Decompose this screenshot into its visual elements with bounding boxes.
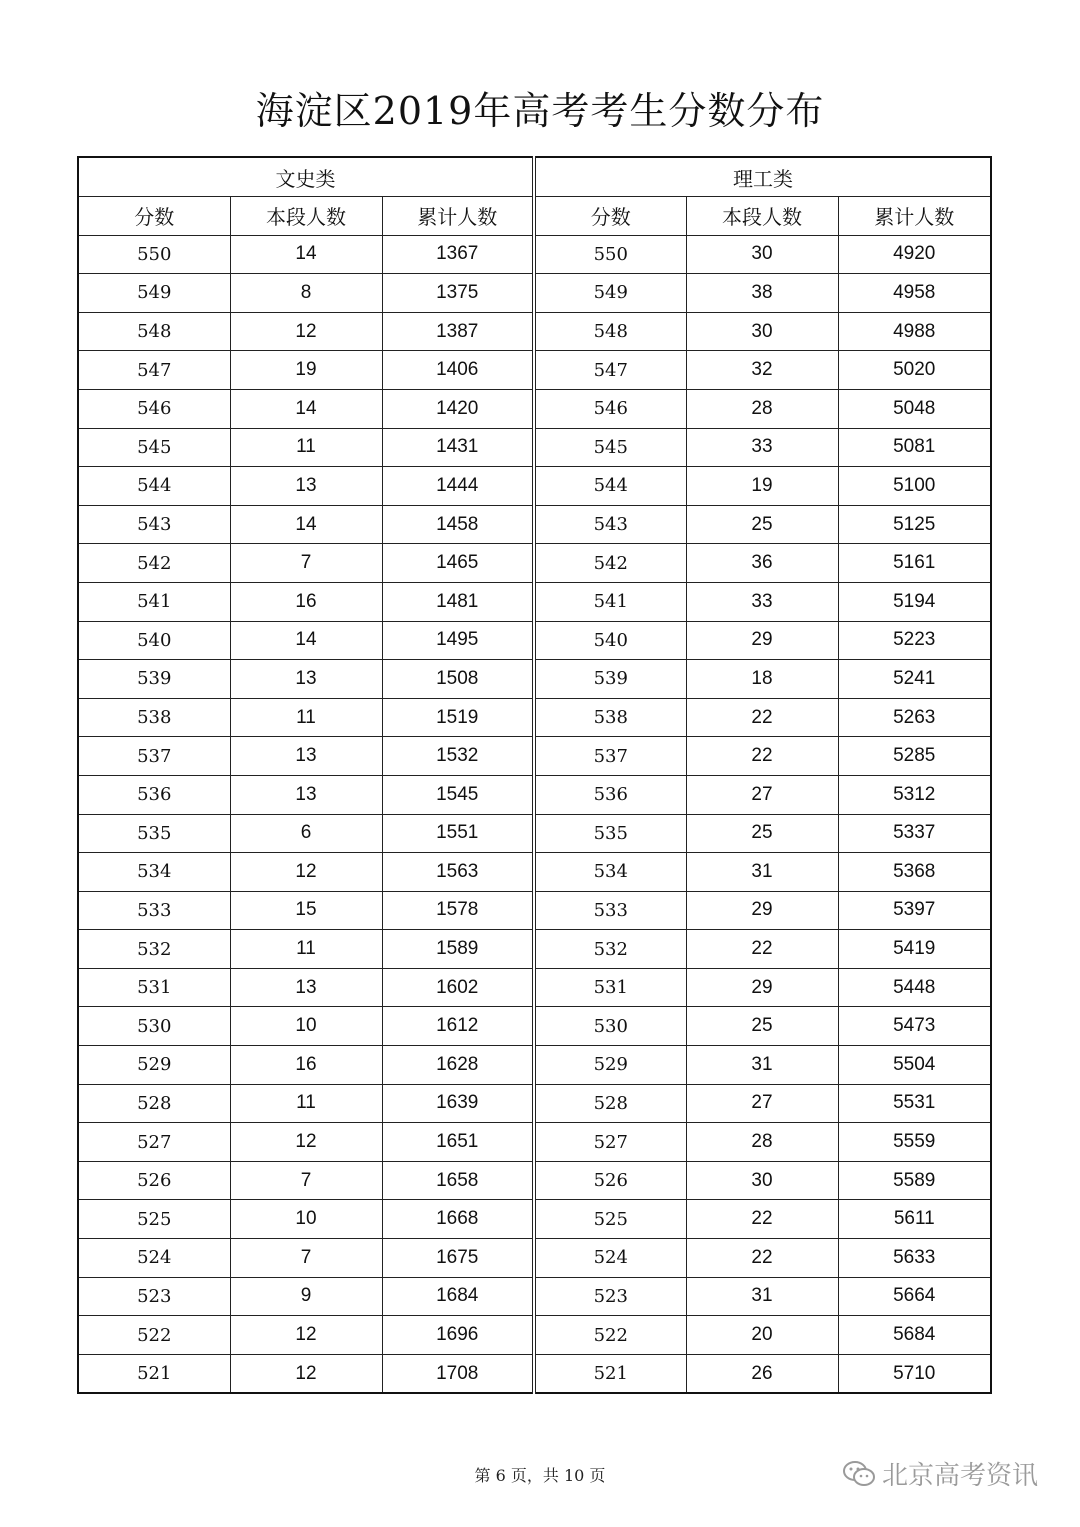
score-cell: 523 [534, 1277, 686, 1316]
table-row [78, 698, 991, 737]
cumulative-count-cell: 5448 [838, 968, 991, 1007]
segment-count-cell: 30 [686, 235, 838, 274]
score-cell: 529 [78, 1046, 230, 1085]
segment-count-cell: 8 [230, 274, 382, 313]
cumulative-count-cell: 1532 [382, 737, 534, 776]
segment-count-cell: 18 [686, 660, 838, 699]
score-cell: 539 [534, 660, 686, 699]
cumulative-count-cell: 5285 [838, 737, 991, 776]
table-row [78, 968, 991, 1007]
group-header-liberal-arts: 文史类 [78, 157, 534, 197]
cumulative-count-cell: 1628 [382, 1046, 534, 1085]
score-cell: 541 [78, 582, 230, 621]
segment-count-cell: 27 [686, 775, 838, 814]
segment-count-cell: 12 [230, 1354, 382, 1393]
segment-count-cell: 6 [230, 814, 382, 853]
segment-count-cell: 7 [230, 1161, 382, 1200]
score-cell: 522 [534, 1316, 686, 1355]
segment-count-cell: 33 [686, 582, 838, 621]
cumulative-count-cell: 4958 [838, 274, 991, 313]
score-cell: 538 [78, 698, 230, 737]
cumulative-count-cell: 5048 [838, 389, 991, 428]
cumulative-count-cell: 1578 [382, 891, 534, 930]
segment-count-cell: 7 [230, 1239, 382, 1278]
score-cell: 545 [78, 428, 230, 467]
score-cell: 550 [534, 235, 686, 274]
table-row [78, 1123, 991, 1162]
segment-count-cell: 12 [230, 853, 382, 892]
score-cell: 535 [78, 814, 230, 853]
cumulative-count-cell: 5684 [838, 1316, 991, 1355]
segment-count-cell: 25 [686, 505, 838, 544]
table-row [78, 389, 991, 428]
table-row [78, 274, 991, 313]
table-row [78, 814, 991, 853]
cumulative-count-cell: 5081 [838, 428, 991, 467]
score-cell: 525 [78, 1200, 230, 1239]
cumulative-count-cell: 5100 [838, 467, 991, 506]
score-cell: 542 [78, 544, 230, 583]
score-cell: 534 [78, 853, 230, 892]
segment-count-cell: 14 [230, 235, 382, 274]
segment-count-cell: 11 [230, 930, 382, 969]
score-cell: 524 [78, 1239, 230, 1278]
segment-count-cell: 12 [230, 1316, 382, 1355]
cumulative-count-cell: 1495 [382, 621, 534, 660]
segment-count-cell: 11 [230, 698, 382, 737]
table-row [78, 1084, 991, 1123]
score-cell: 521 [534, 1354, 686, 1393]
segment-count-cell: 12 [230, 1123, 382, 1162]
cumulative-count-cell: 5633 [838, 1239, 991, 1278]
cumulative-count-cell: 1612 [382, 1007, 534, 1046]
column-header-score: 分数 [78, 197, 230, 236]
cumulative-count-cell: 1465 [382, 544, 534, 583]
segment-count-cell: 31 [686, 1046, 838, 1085]
cumulative-count-cell: 1406 [382, 351, 534, 390]
score-cell: 526 [534, 1161, 686, 1200]
segment-count-cell: 12 [230, 312, 382, 351]
segment-count-cell: 38 [686, 274, 838, 313]
table-row [78, 621, 991, 660]
segment-count-cell: 11 [230, 428, 382, 467]
cumulative-count-cell: 5263 [838, 698, 991, 737]
table-row [78, 467, 991, 506]
wechat-icon [842, 1460, 876, 1488]
cumulative-count-cell: 5194 [838, 582, 991, 621]
score-cell: 549 [78, 274, 230, 313]
score-cell: 546 [78, 389, 230, 428]
segment-count-cell: 29 [686, 891, 838, 930]
score-cell: 532 [534, 930, 686, 969]
score-cell: 544 [78, 467, 230, 506]
table-row [78, 351, 991, 390]
group-header-science: 理工类 [534, 157, 991, 197]
table-row [78, 1354, 991, 1393]
cumulative-count-cell: 1545 [382, 775, 534, 814]
segment-count-cell: 13 [230, 467, 382, 506]
segment-count-cell: 22 [686, 698, 838, 737]
segment-count-cell: 11 [230, 1084, 382, 1123]
score-cell: 532 [78, 930, 230, 969]
segment-count-cell: 25 [686, 814, 838, 853]
column-header-cumulative-count: 累计人数 [382, 197, 534, 236]
table-row [78, 1239, 991, 1278]
cumulative-count-cell: 5611 [838, 1200, 991, 1239]
segment-count-cell: 13 [230, 968, 382, 1007]
segment-count-cell: 27 [686, 1084, 838, 1123]
cumulative-count-cell: 1431 [382, 428, 534, 467]
table-row [78, 312, 991, 351]
score-cell: 525 [534, 1200, 686, 1239]
cumulative-count-cell: 1668 [382, 1200, 534, 1239]
score-cell: 533 [534, 891, 686, 930]
cumulative-count-cell: 1551 [382, 814, 534, 853]
cumulative-count-cell: 5531 [838, 1084, 991, 1123]
segment-count-cell: 22 [686, 1239, 838, 1278]
segment-count-cell: 10 [230, 1007, 382, 1046]
score-cell: 545 [534, 428, 686, 467]
score-cell: 537 [78, 737, 230, 776]
cumulative-count-cell: 1589 [382, 930, 534, 969]
score-cell: 547 [78, 351, 230, 390]
segment-count-cell: 13 [230, 737, 382, 776]
table-row [78, 737, 991, 776]
score-cell: 548 [78, 312, 230, 351]
cumulative-count-cell: 5241 [838, 660, 991, 699]
cumulative-count-cell: 5337 [838, 814, 991, 853]
watermark-text: 北京高考资讯 [882, 1461, 1039, 1491]
column-header-segment-count: 本段人数 [686, 197, 838, 236]
segment-count-cell: 19 [686, 467, 838, 506]
table-row [78, 1316, 991, 1355]
cumulative-count-cell: 1675 [382, 1239, 534, 1278]
segment-count-cell: 22 [686, 737, 838, 776]
score-cell: 549 [534, 274, 686, 313]
cumulative-count-cell: 1684 [382, 1277, 534, 1316]
column-header-segment-count: 本段人数 [230, 197, 382, 236]
segment-count-cell: 25 [686, 1007, 838, 1046]
score-cell: 542 [534, 544, 686, 583]
score-cell: 543 [534, 505, 686, 544]
cumulative-count-cell: 1420 [382, 389, 534, 428]
cumulative-count-cell: 5710 [838, 1354, 991, 1393]
cumulative-count-cell: 1602 [382, 968, 534, 1007]
cumulative-count-cell: 5125 [838, 505, 991, 544]
score-cell: 533 [78, 891, 230, 930]
cumulative-count-cell: 1444 [382, 467, 534, 506]
score-cell: 523 [78, 1277, 230, 1316]
cumulative-count-cell: 1367 [382, 235, 534, 274]
score-cell: 521 [78, 1354, 230, 1393]
table-row [78, 505, 991, 544]
table-row [78, 1007, 991, 1046]
score-cell: 546 [534, 389, 686, 428]
segment-count-cell: 22 [686, 930, 838, 969]
segment-count-cell: 16 [230, 1046, 382, 1085]
score-cell: 528 [534, 1084, 686, 1123]
cumulative-count-cell: 1563 [382, 853, 534, 892]
score-cell: 544 [534, 467, 686, 506]
cumulative-count-cell: 5419 [838, 930, 991, 969]
cumulative-count-cell: 5473 [838, 1007, 991, 1046]
table-row [78, 1161, 991, 1200]
score-cell: 530 [534, 1007, 686, 1046]
table-row [78, 544, 991, 583]
segment-count-cell: 14 [230, 505, 382, 544]
cumulative-count-cell: 1639 [382, 1084, 534, 1123]
score-cell: 538 [534, 698, 686, 737]
segment-count-cell: 22 [686, 1200, 838, 1239]
table-row [78, 775, 991, 814]
cumulative-count-cell: 1375 [382, 274, 534, 313]
segment-count-cell: 30 [686, 312, 838, 351]
page-title: 海淀区2019年高考考生分数分布 [255, 89, 825, 133]
score-cell: 524 [534, 1239, 686, 1278]
score-cell: 530 [78, 1007, 230, 1046]
cumulative-count-cell: 4988 [838, 312, 991, 351]
score-cell: 528 [78, 1084, 230, 1123]
score-cell: 534 [534, 853, 686, 892]
table-row [78, 853, 991, 892]
score-cell: 543 [78, 505, 230, 544]
segment-count-cell: 7 [230, 544, 382, 583]
segment-count-cell: 33 [686, 428, 838, 467]
cumulative-count-cell: 1481 [382, 582, 534, 621]
segment-count-cell: 9 [230, 1277, 382, 1316]
cumulative-count-cell: 5368 [838, 853, 991, 892]
segment-count-cell: 14 [230, 389, 382, 428]
cumulative-count-cell: 1508 [382, 660, 534, 699]
score-cell: 522 [78, 1316, 230, 1355]
score-cell: 529 [534, 1046, 686, 1085]
segment-count-cell: 31 [686, 1277, 838, 1316]
cumulative-count-cell: 5020 [838, 351, 991, 390]
segment-count-cell: 15 [230, 891, 382, 930]
table-row [78, 1046, 991, 1085]
table-row [78, 582, 991, 621]
segment-count-cell: 16 [230, 582, 382, 621]
score-cell: 548 [534, 312, 686, 351]
cumulative-count-cell: 5559 [838, 1123, 991, 1162]
column-header-score: 分数 [534, 197, 686, 236]
segment-count-cell: 28 [686, 1123, 838, 1162]
score-cell: 541 [534, 582, 686, 621]
score-cell: 526 [78, 1161, 230, 1200]
segment-count-cell: 28 [686, 389, 838, 428]
score-cell: 536 [534, 775, 686, 814]
score-cell: 550 [78, 235, 230, 274]
page-footer: 第 6 页，共 10 页 [474, 1466, 606, 1485]
table-row [78, 1277, 991, 1316]
column-header-cumulative-count: 累计人数 [838, 197, 991, 236]
segment-count-cell: 31 [686, 853, 838, 892]
score-cell: 540 [534, 621, 686, 660]
score-cell: 536 [78, 775, 230, 814]
score-cell: 531 [78, 968, 230, 1007]
cumulative-count-cell: 1519 [382, 698, 534, 737]
score-cell: 531 [534, 968, 686, 1007]
table-row [78, 428, 991, 467]
score-cell: 535 [534, 814, 686, 853]
cumulative-count-cell: 5312 [838, 775, 991, 814]
watermark [842, 1455, 1038, 1492]
cumulative-count-cell: 5223 [838, 621, 991, 660]
segment-count-cell: 29 [686, 968, 838, 1007]
cumulative-count-cell: 5664 [838, 1277, 991, 1316]
cumulative-count-cell: 1387 [382, 312, 534, 351]
segment-count-cell: 29 [686, 621, 838, 660]
table-row [78, 235, 991, 274]
score-cell: 540 [78, 621, 230, 660]
score-cell: 527 [78, 1123, 230, 1162]
score-cell: 539 [78, 660, 230, 699]
segment-count-cell: 14 [230, 621, 382, 660]
segment-count-cell: 36 [686, 544, 838, 583]
table-row [78, 660, 991, 699]
score-cell: 537 [534, 737, 686, 776]
cumulative-count-cell: 4920 [838, 235, 991, 274]
table-row [78, 891, 991, 930]
cumulative-count-cell: 5161 [838, 544, 991, 583]
table-row [78, 1200, 991, 1239]
segment-count-cell: 26 [686, 1354, 838, 1393]
segment-count-cell: 19 [230, 351, 382, 390]
score-distribution-table [77, 156, 992, 1394]
segment-count-cell: 13 [230, 660, 382, 699]
cumulative-count-cell: 1708 [382, 1354, 534, 1393]
cumulative-count-cell: 5397 [838, 891, 991, 930]
cumulative-count-cell: 1651 [382, 1123, 534, 1162]
segment-count-cell: 10 [230, 1200, 382, 1239]
segment-count-cell: 32 [686, 351, 838, 390]
cumulative-count-cell: 5589 [838, 1161, 991, 1200]
cumulative-count-cell: 1658 [382, 1161, 534, 1200]
score-cell: 547 [534, 351, 686, 390]
cumulative-count-cell: 1696 [382, 1316, 534, 1355]
segment-count-cell: 30 [686, 1161, 838, 1200]
score-cell: 527 [534, 1123, 686, 1162]
segment-count-cell: 13 [230, 775, 382, 814]
segment-count-cell: 20 [686, 1316, 838, 1355]
cumulative-count-cell: 1458 [382, 505, 534, 544]
table-row [78, 930, 991, 969]
cumulative-count-cell: 5504 [838, 1046, 991, 1085]
